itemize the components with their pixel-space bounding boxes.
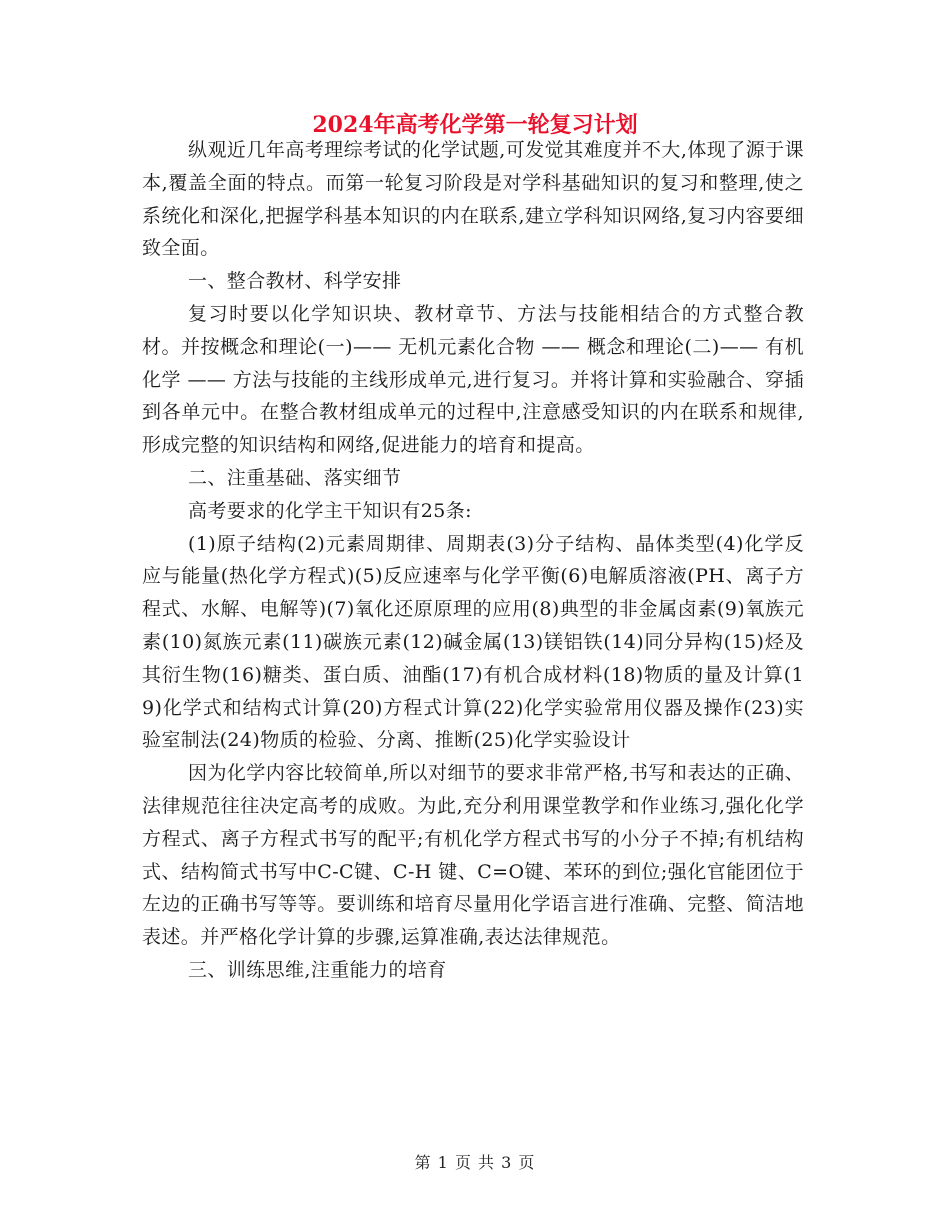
section-heading-2: 二、注重基础、落实细节: [188, 466, 402, 489]
section-heading-3: 三、训练思维,注重能力的培育: [188, 958, 447, 981]
knowledge-count-line: 高考要求的化学主干知识有25条:: [188, 499, 472, 522]
document-title: 2024年高考化学第一轮复习计划: [312, 112, 638, 138]
document-body: [142, 134, 804, 987]
section-1-paragraph: 复习时要以化学知识块、教材章节、方法与技能相结合的方式整合教材。并按概念和理论(一)—— 无机元素化合物 —— 概念和理论(二)—— 有机化学 —— 方法与技能的主线形成单元,进行复习。并将计算和实验融合、穿插到各单元中。在整合教材组成单元的过程中,注意感受知识的内在联系和规律,形成完整的知识结构和网络,促进能力的培育和提高。: [142, 302, 804, 457]
details-paragraph: 因为化学内容比较简单,所以对细节的要求非常严格,书写和表达的正确、法律规范往往决定高考的成败。为此,充分利用课堂教学和作业练习,强化化学方程式、离子方程式书写的配平;有机化学方程式书写的小分子不掉;有机结构式、结构简式书写中C-C键、C-H 键、C=O键、苯环的到位;强化官能团位于左边的正确书写等等。要训练和培育尽量用化学语言进行准确、完整、简洁地表述。并严格化学计算的步骤,运算准确,表达法律规范。: [142, 762, 804, 949]
page-footer: 第 1 页 共 3 页: [414, 1153, 536, 1172]
section-heading-1: 一、整合教材、科学安排: [188, 270, 402, 293]
intro-paragraph: 纵观近几年高考理综考试的化学试题,可发觉其难度并不大,体现了源于课本,覆盖全面的特点。而第一轮复习阶段是对学科基础知识的复习和整理,使之系统化和深化,把握学科基本知识的内在联系,建立学科知识网络,复习内容要细致全面。: [142, 139, 804, 260]
knowledge-list-paragraph: (1)原子结构(2)元素周期律、周期表(3)分子结构、晶体类型(4)化学反应与能量(热化学方程式)(5)反应速率与化学平衡(6)电解质溶液(PH、离子方程式、水解、电解等)(7)氧化还原原理的应用(8)典型的非金属卤素(9)氧族元素(10)氮族元素(11)碳族元素(12)碱金属(13)镁铝铁(14)同分异构(15)烃及其衍生物(16)糖类、蛋白质、油酯(17)有机合成材料(18)物质的量及计算(19)化学式和结构式计算(20)方程式计算(22)化学实验常用仪器及操作(23)实验室制法(24)物质的检验、分离、推断(25)化学实验设计: [142, 532, 804, 752]
